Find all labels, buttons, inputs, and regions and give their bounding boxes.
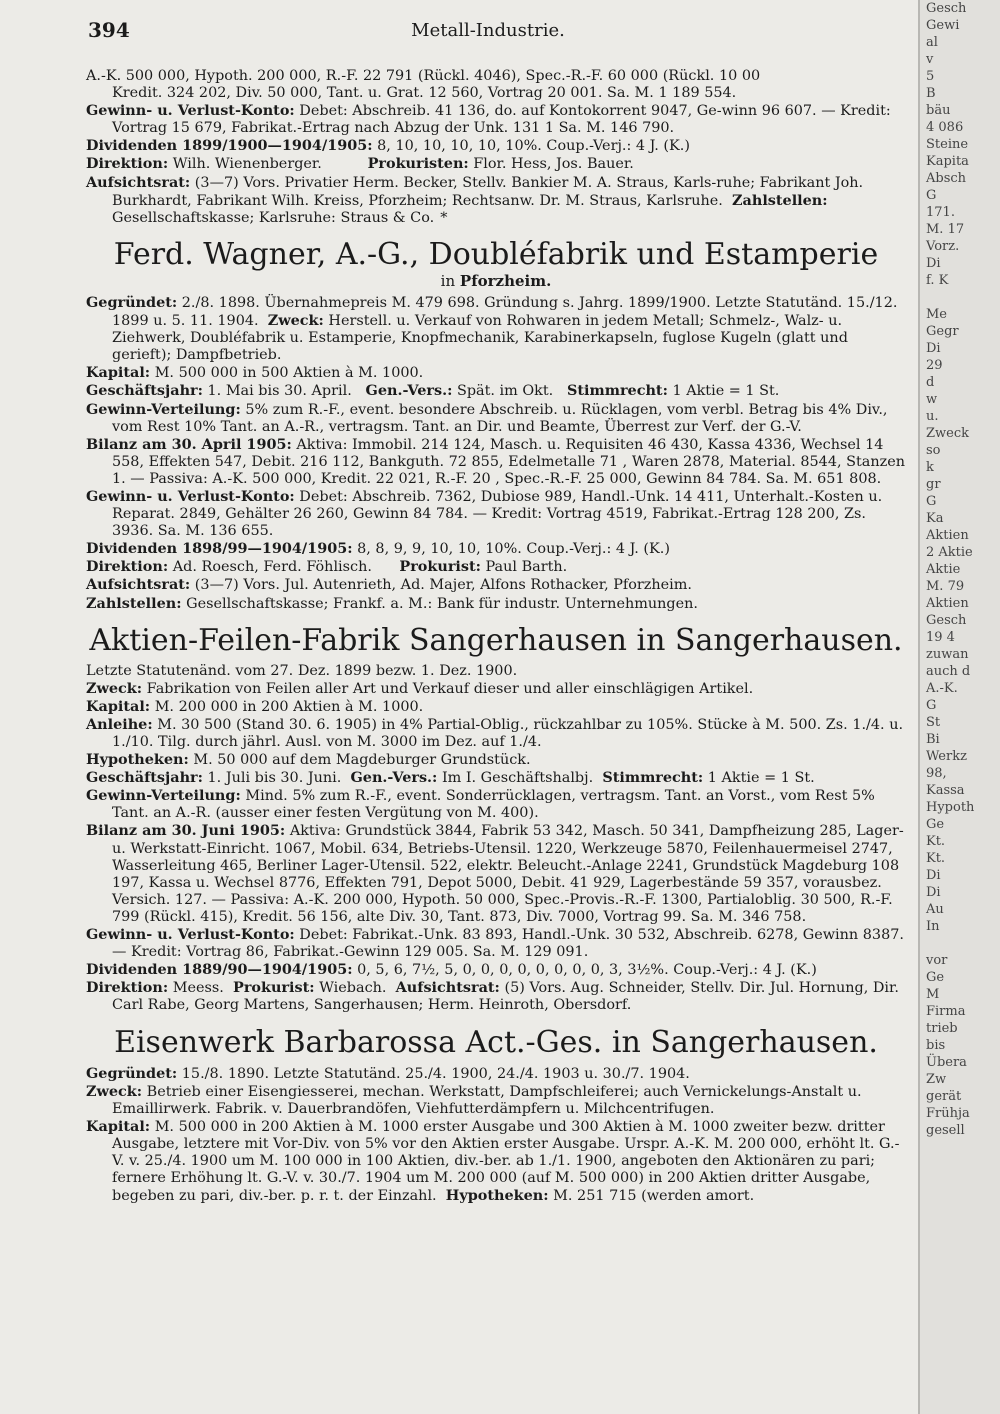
field-value: Gesellschaftskasse; Karlsruhe: Straus & Co.	[112, 209, 435, 226]
entry-fiscal-year	[86, 382, 906, 400]
margin-fragment: 19 4	[926, 630, 955, 645]
margin-fragment: zuwan	[926, 647, 969, 662]
page-number: 394	[88, 18, 130, 42]
field-value: 1. Mai bis 30. April.	[202, 383, 352, 400]
entry-direction	[86, 155, 906, 173]
page-header	[88, 18, 888, 46]
margin-fragment: Vorz.	[926, 239, 960, 254]
margin-fragment: Di	[926, 868, 941, 883]
field-value: (3—7) Vors. Privatier Herm. Becker, Stellv. Bankier M. A. Straus, Karls-ruhe; Fabrikant Joh. Burkhardt, Fabrikant Wilh. Kreiss, Pforzheim; Rechtsanw. Dr. M. Straus, Karlsruhe.	[112, 174, 864, 209]
field-label: Hypotheken:	[445, 1187, 549, 1205]
field-label: Gewinn- u. Verlust-Konto:	[86, 926, 295, 944]
margin-fragment: Ka	[926, 511, 944, 526]
margin-fragment: Kt.	[926, 851, 946, 866]
field-value: Flor. Hess, Jos. Bauer.	[468, 156, 634, 173]
margin-fragment: Firma	[926, 1004, 966, 1019]
margin-fragment: bäu	[926, 103, 951, 118]
field-value: 0, 5, 6, 7½, 5, 0, 0, 0, 0, 0, 0, 0, 0, 3, 3½%. Coup.-Verj.: 4 J. (K.)	[352, 962, 817, 979]
field-label: Hypotheken:	[86, 751, 189, 769]
entry-balance	[86, 822, 906, 926]
field-value: (3—7) Vors. Jul. Autenrieth, Ad. Majer, Alfons Rothacker, Pforzheim.	[190, 577, 692, 594]
margin-fragment: Werkz	[926, 749, 967, 764]
margin-fragment: bis	[926, 1038, 946, 1053]
margin-fragment: Steine	[926, 137, 969, 152]
field-value: M. 500 000 in 200 Aktien à M. 1000 erster Ausgabe und 300 Aktien à M. 1000 zweiter bezw. dritter Ausgabe, letztere mit Vor-Div. von 5% vor den Aktien erster Ausgabe. Urspr. A.-K. M. 200 000, erhöht lt. G.-V. v. 25./4. 1900 um M. 100 000 in 100 Aktien, div.-ber. ab 1./1. 1900, angeboten den Aktionären zu pari; fernere Erhöhung lt. G.-V. v. 30./7. 1904 um M. 200 000 (auf M. 500 000) in 200 Aktien dritter Ausgabe, begeben zu pari, div.-ber. p. r. t. der Einzahl.	[112, 1118, 900, 1205]
field-label: Kapital:	[86, 697, 151, 715]
field-value: 2./8. 1898. Übernahmepreis M. 479 698. Gründung s. Jahrg. 1899/1900. Letzte Statutänd. 15./12. 1899 u. 5. 11. 1904.	[112, 294, 898, 330]
entry-supervisory-board	[86, 174, 906, 227]
field-label: Stimmrecht:	[567, 382, 668, 400]
field-value: Debet: Fabrikat.-Unk. 83 893, Handl.-Unk. 30 532, Abschreib. 6278, Gewinn 8387. — Kredit: Vortrag 86, Fabrikat.-Gewinn 129 005. Sa. M. 129 091.	[112, 927, 904, 961]
entry-mortgages	[86, 751, 906, 769]
margin-fragment: A.-K.	[926, 681, 958, 696]
field-value: Wiebach.	[314, 980, 387, 997]
field-label: Dividenden 1889/90—1904/1905:	[86, 961, 353, 979]
text-line: Kredit. 324 202, Div. 50 000, Tant. u. Grat. 12 560, Vortrag 20 001. Sa. M. 1 189 554.	[112, 85, 737, 102]
margin-fragment: Di	[926, 256, 941, 271]
field-label: Gen.-Vers.:	[365, 382, 453, 400]
margin-fragment: d	[926, 375, 935, 390]
margin-fragment	[920, 935, 1000, 952]
entry-balance	[86, 436, 906, 488]
margin-fragment	[920, 289, 1000, 306]
field-value: Debet: Abschreib. 41 136, do. auf Kontokorrent 9047, Ge-winn 96 607. — Kredit: Vortrag 15 679, Fabrikat.-Ertrag nach Abzug der Unk. 131 1 Sa. M. 146 790.	[112, 103, 891, 137]
company-title: Aktien-Feilen-Fabrik Sangerhausen in Sangerhausen.	[89, 622, 903, 658]
field-value: Paul Barth.	[480, 559, 568, 576]
margin-fragment: Gesch	[926, 1, 967, 16]
margin-fragment: 2 Aktie	[926, 545, 973, 560]
running-title: Metall-Industrie.	[411, 20, 565, 41]
margin-fragment: Gesch	[926, 613, 967, 628]
field-value: 1 Aktie = 1 St.	[667, 383, 780, 400]
margin-fragment: f. K	[926, 273, 949, 288]
margin-fragment: Au	[926, 902, 944, 917]
margin-fragment: M. 79	[926, 579, 965, 594]
field-value: Meess.	[168, 980, 224, 997]
field-label: Dividenden 1898/99—1904/1905:	[86, 540, 353, 558]
field-label: Gegründet:	[86, 293, 178, 311]
margin-fragment: Kassa	[926, 783, 965, 798]
entry-dividends	[86, 961, 906, 979]
field-label: Aufsichtsrat:	[86, 576, 191, 594]
field-label: Gen.-Vers.:	[350, 769, 438, 787]
field-value: Aktiva: Immobil. 214 124, Masch. u. Requisiten 46 430, Kassa 4336, Wechsel 14 558, Effekten 547, Debit. 216 112, Bankguth. 72 855, Edelmetalle 71 , Waren 2878, Material. 8544, Stanzen 1. — Passiva: A.-K. 500 000, Kredit. 22 021, R.-F. 20 , Spec.-R.-F. 25 000, Gewinn 84 784. Sa. M. 651 808.	[112, 436, 905, 487]
field-label: Bilanz am 30. April 1905:	[86, 435, 292, 453]
field-label: Bilanz am 30. Juni 1905:	[86, 822, 286, 840]
entry-statute	[86, 663, 906, 680]
margin-fragment: G	[926, 494, 937, 509]
field-value: 8, 10, 10, 10, 10, 10%. Coup.-Verj.: 4 J. (K.)	[372, 138, 690, 155]
margin-fragment: Bi	[926, 732, 940, 747]
entry-founded	[86, 1065, 906, 1083]
margin-fragment: Di	[926, 341, 941, 356]
field-value: Herstell. u. Verkauf von Rohwaren in jedem Metall; Schmelz-, Walz- u. Ziehwerk, Doubléfabrik u. Estamperie, Knopfmechanik, Karabinerkapseln, fuglose Kugeln (glatt und gerieft); Dampfbetrieb.	[112, 313, 848, 364]
entry-gv	[86, 102, 906, 137]
field-value: (5) Vors. Aug. Schneider, Stellv. Dir. Jul. Hornung, Dir. Carl Rabe, Georg Martens, Sangerhausen; Herm. Heinroth, Obersdorf.	[112, 980, 899, 1014]
margin-fragment: Kapita	[926, 154, 969, 169]
entry-capital	[86, 1118, 906, 1205]
field-label: Prokurist:	[233, 979, 315, 997]
entry-gv	[86, 488, 906, 540]
margin-fragment: 4 086	[926, 120, 964, 135]
field-label: Direktion:	[86, 155, 169, 173]
field-value: M. 30 500 (Stand 30. 6. 1905) in 4% Partial-Oblig., rückzahlbar zu 105%. Stücke à M. 500. Zs. 1./4. u. 1./10. Tilg. durch jährl. Ausl. von M. 3000 im Dez. auf 1./4.	[112, 716, 904, 750]
company-title: Ferd. Wagner, A.-G., Doubléfabrik und Estamperie	[113, 236, 879, 272]
field-label: Direktion:	[86, 558, 169, 576]
field-value: Gesellschaftskasse; Frankf. a. M.: Bank für industr. Unternehmungen.	[181, 595, 698, 612]
field-value: 1 Aktie = 1 St.	[703, 770, 815, 787]
company-location	[86, 273, 906, 290]
field-label: Gewinn-Verteilung:	[86, 787, 241, 805]
field-label: Zahlstellen:	[732, 191, 828, 209]
field-value: M. 251 715 (werden amort.	[548, 1188, 755, 1205]
margin-fragment: vor	[926, 953, 948, 968]
margin-fragment: In	[926, 919, 940, 934]
field-label: Geschäftsjahr:	[86, 769, 203, 787]
field-label: Zweck:	[86, 1082, 143, 1100]
field-value: Ad. Roesch, Ferd. Föhlisch.	[168, 559, 372, 576]
text-column	[86, 68, 906, 1205]
margin-fragment: al	[926, 35, 938, 50]
field-label: Zweck:	[267, 312, 324, 330]
entry-paying-agents	[86, 595, 906, 613]
field-value: Spät. im Okt.	[452, 383, 554, 400]
margin-fragment: Ge	[926, 817, 945, 832]
field-label: Stimmrecht:	[602, 769, 704, 787]
margin-fragment: 29	[926, 358, 943, 373]
margin-fragment: k	[926, 460, 934, 475]
margin-fragment: v	[926, 52, 934, 67]
field-value: Wilh. Wienenberger.	[168, 156, 322, 173]
field-value: 1. Juli bis 30. Juni.	[202, 770, 342, 787]
field-value: Fabrikation von Feilen aller Art und Verkauf dieser und aller einschlägigen Artikel.	[142, 680, 754, 697]
field-label: Aufsichtsrat:	[395, 979, 500, 997]
margin-fragment: 171.	[926, 205, 955, 220]
field-value: M. 50 000 auf dem Magdeburger Grundstück.	[188, 752, 531, 769]
field-label: Gewinn- u. Verlust-Konto:	[86, 487, 295, 505]
field-label: Gewinn-Verteilung:	[86, 400, 241, 418]
margin-fragment: 98,	[926, 766, 947, 781]
margin-fragment: Absch	[926, 171, 967, 186]
location-prefix: in	[440, 271, 456, 290]
field-value: 8, 8, 9, 9, 10, 10, 10%. Coup.-Verj.: 4 J. (K.)	[352, 541, 670, 558]
field-label: Aufsichtsrat:	[86, 173, 191, 191]
field-value: Mind. 5% zum R.-F., event. Sonderrücklagen, vertragsm. Tant. an Vorst., vom Rest 5% Tant. an A.-R. (ausser einer festen Vergütung von M. 400).	[112, 788, 875, 822]
entry-gv	[86, 926, 906, 961]
field-value: M. 500 000 in 500 Aktien à M. 1000.	[150, 365, 424, 382]
field-value: Aktiva: Grundstück 3844, Fabrik 53 342, Masch. 50 341, Dampfheizung 285, Lager- u. Werkstatt-Einricht. 1067, Mobil. 634, Betriebs-Utensil. 1220, Werkzeuge 5870, Feilenhauermeisel 2747, Wasserleitung 465, Berliner Lager-Utensil. 522, elektr. Beleucht.-Anlage 2241, Grundstück Magdeburg 108 197, Kassa u. Wechsel 8776, Effekten 791, Depot 5000, Debit. 41 929, Lagerbestände 59 357, vorausbez. Versich. 127. — Passiva: A.-K. 200 000, Hypoth. 50 000, Spec.-Provis.-R.-F. 1300, Partialoblig. 30 500, R.-F. 799 (Rückl. 415), Kredit. 56 156, alte Div. 30, Tant. 873, Div. 7000, Vortrag 99. Sa. M. 346 758.	[112, 823, 904, 925]
field-label: Zweck:	[86, 679, 143, 697]
margin-fragment: B	[926, 86, 936, 101]
entry-dividends	[86, 137, 906, 155]
margin-fragment: Hypoth	[926, 800, 975, 815]
margin-fragment: 5	[926, 69, 935, 84]
entry-fiscal-year	[86, 769, 906, 787]
margin-fragment: so	[926, 443, 941, 458]
entry-purpose	[86, 680, 906, 698]
asterisk: *	[440, 209, 448, 226]
location-city: Pforzheim.	[459, 271, 552, 290]
field-label: Dividenden 1899/1900—1904/1905:	[86, 137, 373, 155]
margin-fragment: Me	[926, 307, 948, 322]
field-label: Geschäftsjahr:	[86, 382, 203, 400]
margin-fragment: Zw	[926, 1072, 947, 1087]
entry-supervisory-board	[86, 576, 906, 594]
margin-fragment: Zweck	[926, 426, 970, 441]
margin-fragment: Gewi	[926, 18, 960, 33]
field-label: Prokurist:	[399, 558, 481, 576]
entry-direction	[86, 979, 906, 1014]
entry-loan	[86, 716, 906, 751]
entry-purpose	[86, 1083, 906, 1118]
field-value: Betrieb einer Eisengiesserei, mechan. Werkstatt, Dampfschleiferei; auch Vernickelungs-Anstalt u. Emaillirwerk. Fabrik. v. Dauerbrandöfen, Viehfutterdämpfern u. Milchcentrifugen.	[112, 1083, 862, 1117]
margin-fragment: Di	[926, 885, 941, 900]
field-label: Gegründet:	[86, 1064, 178, 1082]
entry-profit-distribution	[86, 787, 906, 822]
entry-capital	[86, 698, 906, 716]
field-label: Prokuristen:	[367, 155, 469, 173]
margin-fragment: Übera	[926, 1055, 967, 1070]
margin-fragment: Kt.	[926, 834, 946, 849]
text-line: A.-K. 500 000, Hypoth. 200 000, R.-F. 22 791 (Rückl. 4046), Spec.-R.-F. 60 000 (Rückl. 10 00	[86, 68, 761, 84]
margin-fragment: trieb	[926, 1021, 958, 1036]
margin-fragment: Aktie	[926, 562, 961, 577]
field-label: Kapital:	[86, 364, 151, 382]
field-label: Direktion:	[86, 979, 169, 997]
field-label: Zahlstellen:	[86, 594, 182, 612]
entry-direction	[86, 558, 906, 576]
margin-fragment: Aktien	[926, 596, 969, 611]
field-value: Im I. Geschäftshalbj.	[437, 770, 594, 787]
field-value: M. 200 000 in 200 Aktien à M. 1000.	[150, 698, 424, 715]
margin-fragment: Aktien	[926, 528, 969, 543]
entry-founded	[86, 294, 906, 364]
margin-fragment: G	[926, 188, 937, 203]
margin-fragment: G	[926, 698, 937, 713]
balance-continuation	[86, 68, 906, 102]
margin-fragment: M	[926, 987, 940, 1002]
margin-fragment: Gegr	[926, 324, 959, 339]
margin-fragment: Ge	[926, 970, 945, 985]
company-title: Eisenwerk Barbarossa Act.-Ges. in Sangerhausen.	[114, 1024, 878, 1060]
margin-fragment: gr	[926, 477, 941, 492]
field-value: 5% zum R.-F., event. besondere Abschreib. u. Rücklagen, vom verbl. Betrag bis 4% Div., vom Rest 10% Tant. an A.-R., vertragsm. Tant. an Dir. und Beamte, Überrest zur Verf. der G.-V.	[112, 401, 888, 435]
field-value: Letzte Statutenänd. vom 27. Dez. 1899 bezw. 1. Dez. 1900.	[86, 662, 518, 679]
margin-fragment: auch d	[926, 664, 971, 679]
margin-fragment: gesell	[926, 1123, 965, 1138]
margin-fragment: u.	[926, 409, 939, 424]
field-label: Gewinn- u. Verlust-Konto:	[86, 102, 295, 120]
adjacent-page-margin	[918, 0, 1000, 1414]
field-value: Debet: Abschreib. 7362, Dubiose 989, Handl.-Unk. 14 411, Unterhalt.-Kosten u. Reparat. 2849, Gehälter 26 260, Gewinn 84 784. — Kredit: Vortrag 4519, Fabrikat.-Ertrag 128 200, Zs. 3936. Sa. M. 136 655.	[112, 488, 883, 540]
margin-fragment: w	[926, 392, 938, 407]
field-label: Anleihe:	[86, 715, 153, 733]
margin-fragment: gerät	[926, 1089, 962, 1104]
field-label: Kapital:	[86, 1117, 151, 1135]
margin-fragment: Frühja	[926, 1106, 970, 1121]
entry-profit-distribution	[86, 401, 906, 436]
margin-fragment: St	[926, 715, 941, 730]
margin-fragment: M. 17	[926, 222, 965, 237]
entry-capital	[86, 364, 906, 382]
entry-dividends	[86, 540, 906, 558]
field-value: 15./8. 1890. Letzte Statutänd. 25./4. 1900, 24./4. 1903 u. 30./7. 1904.	[177, 1065, 690, 1082]
